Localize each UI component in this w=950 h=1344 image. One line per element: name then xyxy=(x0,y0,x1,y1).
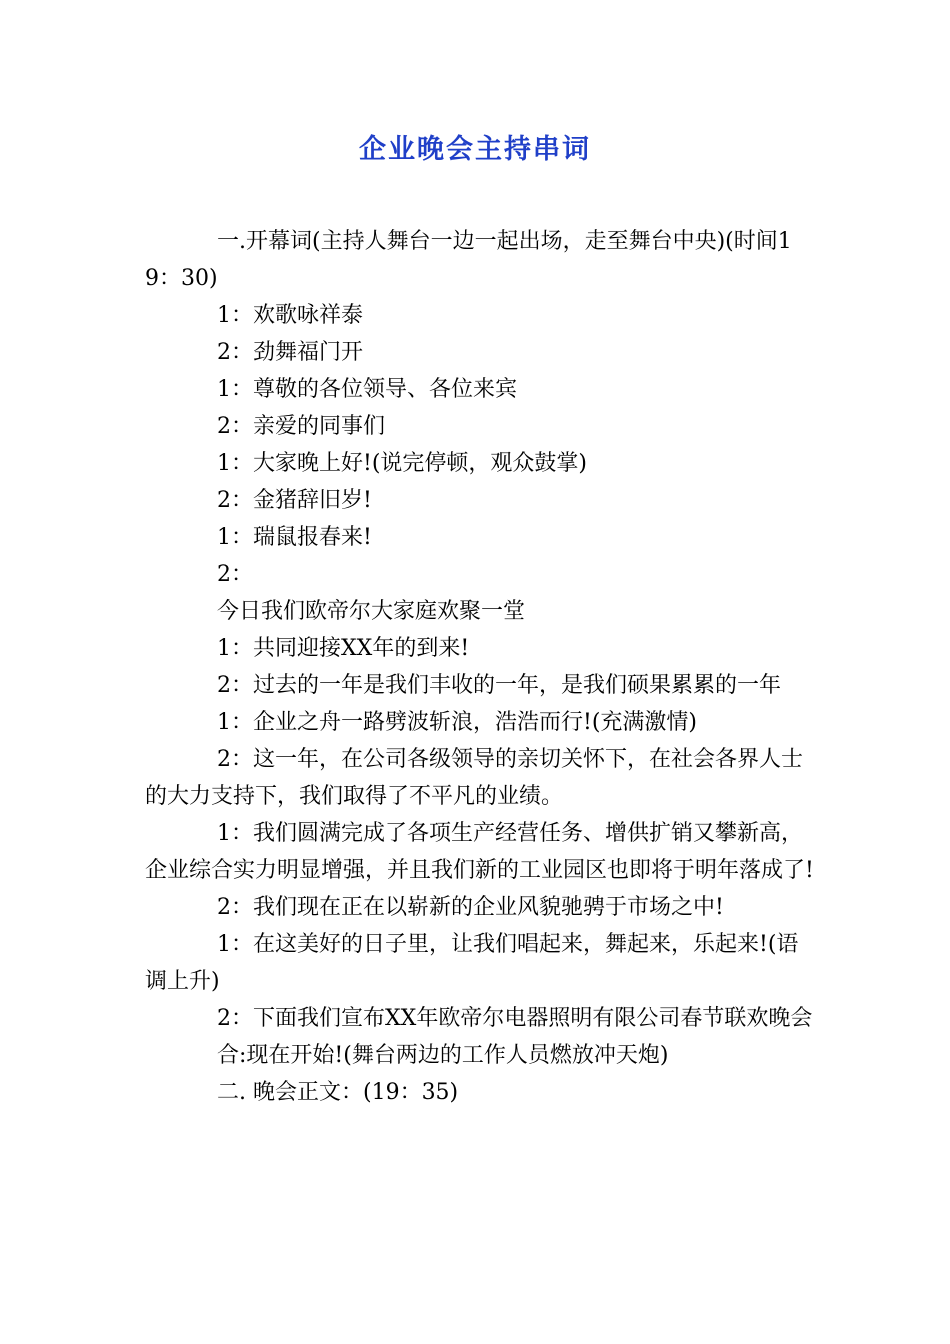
paragraph: 2：劲舞福门开 xyxy=(217,340,363,365)
paragraph: 今日我们欧帝尔大家庭欢聚一堂 xyxy=(217,599,526,624)
paragraph: 2：金猪辞旧岁! xyxy=(217,488,372,513)
paragraph: 1：大家晚上好!(说完停顿，观众鼓掌) xyxy=(217,451,588,476)
paragraph: 1：瑞鼠报春来! xyxy=(217,525,372,550)
paragraph: 二. 晚会正文：(19：35) xyxy=(217,1080,459,1105)
paragraph: 1：在这美好的日子里，让我们唱起来，舞起来，乐起来!(语调上升) xyxy=(145,932,799,994)
paragraph: 1：共同迎接XX年的到来! xyxy=(217,636,470,661)
paragraph: 1：欢歌咏祥泰 xyxy=(217,303,363,328)
document-body xyxy=(145,223,815,1111)
paragraph: 2：亲爱的同事们 xyxy=(217,414,385,439)
paragraph: 2：我们现在正在以崭新的企业风貌驰骋于市场之中! xyxy=(217,895,724,920)
paragraph: 合:现在开始!(舞台两边的工作人员燃放冲天炮) xyxy=(217,1043,669,1068)
paragraph: 2： xyxy=(217,562,253,587)
paragraph: 一.开幕词(主持人舞台一边一起出场，走至舞台中央)(时间19：30) xyxy=(145,229,792,291)
paragraph: 1：企业之舟一路劈波斩浪，浩浩而行!(充满激情) xyxy=(217,710,698,735)
paragraph: 2：这一年，在公司各级领导的亲切关怀下，在社会各界人士的大力支持下，我们取得了不平凡的业绩。 xyxy=(145,747,803,809)
paragraph: 2：过去的一年是我们丰收的一年，是我们硕果累累的一年 xyxy=(217,673,781,698)
paragraph: 2：下面我们宣布XX年欧帝尔电器照明有限公司春节联欢晚会 xyxy=(217,1006,813,1031)
document-title: 企业晚会主持串词 xyxy=(359,134,591,165)
paragraph: 1：我们圆满完成了各项生产经营任务、增供扩销又攀新高，企业综合实力明显增强，并且我们新的工业园区也即将于明年落成了! xyxy=(145,821,814,883)
paragraph: 1：尊敬的各位领导、各位来宾 xyxy=(217,377,517,402)
